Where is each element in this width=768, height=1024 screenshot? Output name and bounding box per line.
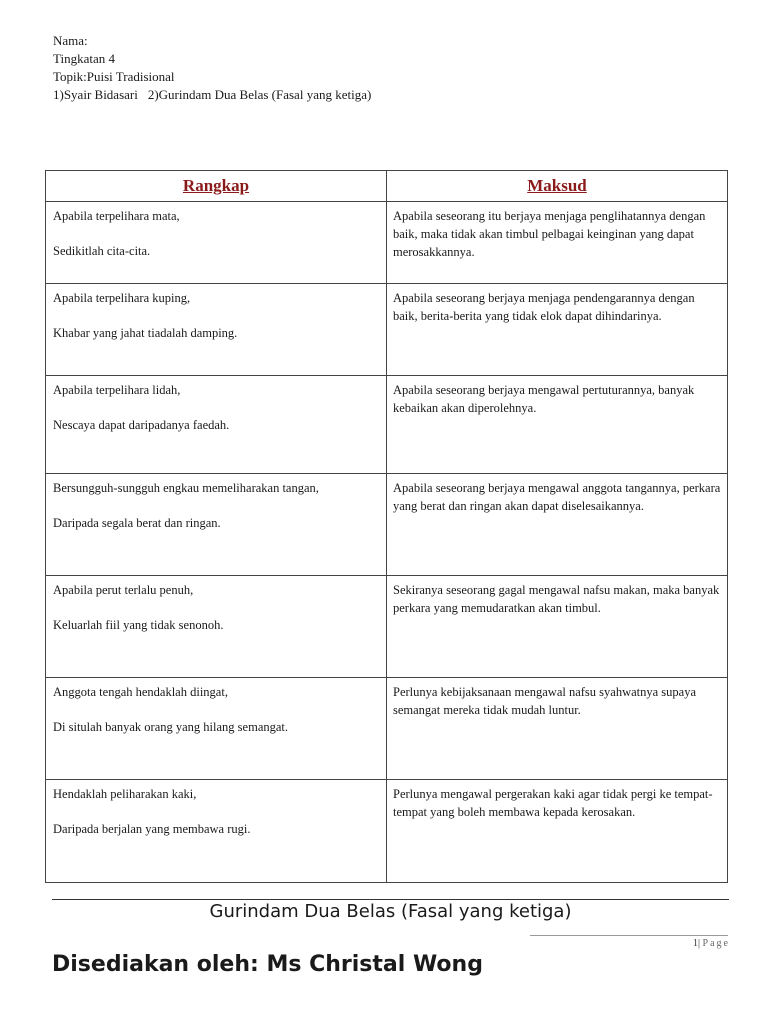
rangkap-line-2: Khabar yang jahat tiadalah damping. — [53, 326, 238, 340]
rangkap-line-1: Hendaklah peliharakan kaki, — [53, 787, 197, 801]
maksud-cell: Sekiranya seseorang gagal mengawal nafsu makan, maka banyak perkara yang memudaratkan akan timbul. — [387, 576, 728, 678]
maksud-cell: Apabila seseorang berjaya mengawal anggota tangannya, perkara yang berat dan ringan akan dapat diselesaikannya. — [387, 474, 728, 576]
page-number — [693, 938, 730, 949]
page-label: Page — [702, 938, 730, 949]
topic-item-1: 1)Syair Bidasari — [53, 87, 138, 102]
rangkap-line-2: Keluarlah fiil yang tidak senonoh. — [53, 618, 224, 632]
rangkap-cell — [46, 376, 387, 474]
page-number-value: 1 — [693, 938, 699, 949]
rangkap-line-1: Bersungguh-sungguh engkau memeliharakan tangan, — [53, 481, 319, 495]
rangkap-line-1: Apabila terpelihara mata, — [53, 209, 180, 223]
rangkap-line-2: Nescaya dapat daripadanya faedah. — [53, 418, 230, 432]
page-number-divider — [530, 935, 728, 936]
topic-item-2: 2)Gurindam Dua Belas (Fasal yang ketiga) — [147, 87, 372, 102]
column-header-maksud: Maksud — [387, 171, 728, 202]
rangkap-line-1: Apabila terpelihara lidah, — [53, 383, 181, 397]
column-header-rangkap: Rangkap — [46, 171, 387, 202]
rangkap-line-1: Apabila terpelihara kuping, — [53, 291, 191, 305]
form-level: Tingkatan 4 — [53, 51, 115, 66]
author-credit: Disediakan oleh: Ms Christal Wong — [52, 952, 483, 977]
maksud-cell: Apabila seseorang berjaya menjaga pendengarannya dengan baik, berita-berita yang tidak elok dapat dihindarinya. — [387, 284, 728, 376]
table-row — [46, 284, 728, 376]
name-field: Nama: — [53, 33, 88, 48]
table-row — [46, 202, 728, 284]
table-row — [46, 376, 728, 474]
rangkap-cell — [46, 284, 387, 376]
maksud-cell: Perlunya kebijaksanaan mengawal nafsu syahwatnya supaya semangat mereka tidak mudah luntur. — [387, 678, 728, 780]
gurindam-table — [45, 170, 728, 883]
rangkap-line-1: Anggota tengah hendaklah diingat, — [53, 685, 228, 699]
maksud-cell: Perlunya mengawal pergerakan kaki agar tidak pergi ke tempat-tempat yang boleh membawa kepada kerosakan. — [387, 780, 728, 883]
rangkap-line-2: Sedikitlah cita-cita. — [53, 244, 151, 258]
maksud-cell: Apabila seseorang berjaya mengawal pertuturannya, banyak kebaikan akan diperolehnya. — [387, 376, 728, 474]
page-number-separator: | — [698, 938, 701, 949]
rangkap-line-2: Di situlah banyak orang yang hilang semangat. — [53, 720, 289, 734]
maksud-cell: Apabila seseorang itu berjaya menjaga penglihatannya dengan baik, maka tidak akan timbul pelbagai keinginan yang dapat merosakkannya. — [387, 202, 728, 284]
rangkap-cell — [46, 576, 387, 678]
rangkap-cell — [46, 474, 387, 576]
rangkap-cell — [46, 780, 387, 883]
rangkap-line-2: Daripada segala berat dan ringan. — [53, 516, 221, 530]
topic: Topik:Puisi Tradisional — [53, 69, 175, 84]
rangkap-line-2: Daripada berjalan yang membawa rugi. — [53, 822, 251, 836]
table-row — [46, 576, 728, 678]
table-row — [46, 678, 728, 780]
rangkap-cell — [46, 678, 387, 780]
rangkap-line-1: Apabila perut terlalu penuh, — [53, 583, 194, 597]
rangkap-cell — [46, 202, 387, 284]
document-header — [53, 32, 371, 104]
table-header-row — [46, 171, 728, 202]
footer-title: Gurindam Dua Belas (Fasal yang ketiga) — [209, 901, 572, 922]
table-row — [46, 780, 728, 883]
topic-items — [53, 86, 371, 104]
table-row — [46, 474, 728, 576]
